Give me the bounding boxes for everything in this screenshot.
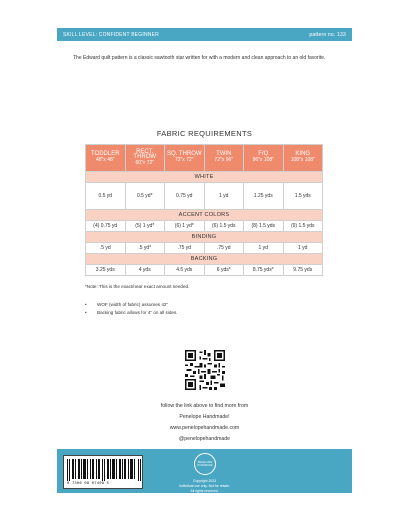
column-header: RECT. THROW 60"x 72" [125,145,165,172]
table-cell: 4 yds [125,265,165,276]
fabric-requirements-table [85,144,323,276]
table-cell: 1 yd [283,243,323,254]
table-cell: .5 yd [86,243,126,254]
table-cell: 8.75 yds* [244,265,284,276]
qr-code[interactable] [185,350,225,390]
list-item: • Backing fabric allows for 4" on all sides. [85,309,178,315]
website-link[interactable]: www.penelopehandmade.com [169,425,240,431]
table-cell: (8) 1.5 yds [244,221,284,232]
table-cell: (9) 1.5 yds [283,221,323,232]
call-to-action [57,401,352,445]
table-cell: 9.75 yds [283,265,323,276]
table-header-row [86,145,323,172]
table-cell: .5 yd* [125,243,165,254]
rights-text: All rights reserved. [190,489,219,493]
table-cell: BINDING [86,232,323,243]
table-row [86,265,323,276]
requirements-title: FABRIC REQUIREMENTS [156,129,253,138]
table-cell: 1 yd [204,183,244,210]
table-cell: WHITE [86,172,323,183]
pattern-page [57,28,352,493]
table-cell: 4.5 yds [165,265,205,276]
notes-list [85,301,178,316]
table-cell: (6) 1 yd* [165,221,205,232]
table-cell: 1 yd [244,243,284,254]
table-cell: 3.25 yds [86,265,126,276]
pattern-number: pattern no. 133 [309,31,346,38]
table-row [86,243,323,254]
cta-line: follow the link above to find more from [160,403,249,409]
table-row [86,183,323,210]
section-row-backing [86,254,323,265]
table-cell: 1.5 yds [283,183,323,210]
table-cell: (5) 1 yd* [125,221,165,232]
table-cell: BACKING [86,254,323,265]
table-row [86,221,323,232]
section-row-accent [86,210,323,221]
table-cell: 1.25 yds [244,183,284,210]
table-cell: .75 yd [165,243,205,254]
column-header: F/Q 96"x 108" [244,145,284,172]
copyright-text: Copyright 2023 [193,479,216,483]
table-cell: (6) 1.5 yds [204,221,244,232]
section-row-white [86,172,323,183]
social-handle[interactable]: @penelopehandmade [178,436,231,442]
brand-logo: PENELOPE HANDMADE [194,453,216,475]
table-cell: 0.75 yd [165,183,205,210]
column-header: TODDLER 48"x 48" [86,145,126,172]
intro-text: The Edward quilt pattern is a classic sawtooth star written for with a modern and clean approach to an old favorite. [73,55,326,61]
table-cell: 0.5 yd* [125,183,165,210]
table-cell: 6 yds* [204,265,244,276]
section-row-binding [86,232,323,243]
table-cell: (4) 0.75 yd [86,221,126,232]
skill-level: SKILL LEVEL: CONFIDENT BEGINNER [63,31,159,38]
column-header: SQ. THROW 72"x 72" [165,145,205,172]
list-item: • WOF (width of fabric) assumes 42" [85,302,169,308]
column-header: TWIN 72"x 96" [204,145,244,172]
barcode-number: 0 7306 09 07409 5 [67,482,110,486]
usage-text: Individual use only. Not for resale. [179,484,230,488]
column-header: KING 108"x 108" [283,145,323,172]
note-text: *Note: This is the exact/near exact amount needed. [85,284,190,289]
cta-line: Penelope Handmade! [179,414,230,420]
table-cell: ACCENT COLORS [86,210,323,221]
table-cell: .75 yd [204,243,244,254]
table-cell: 0.5 yd [86,183,126,210]
top-banner [57,28,352,41]
footer-banner [57,449,352,493]
